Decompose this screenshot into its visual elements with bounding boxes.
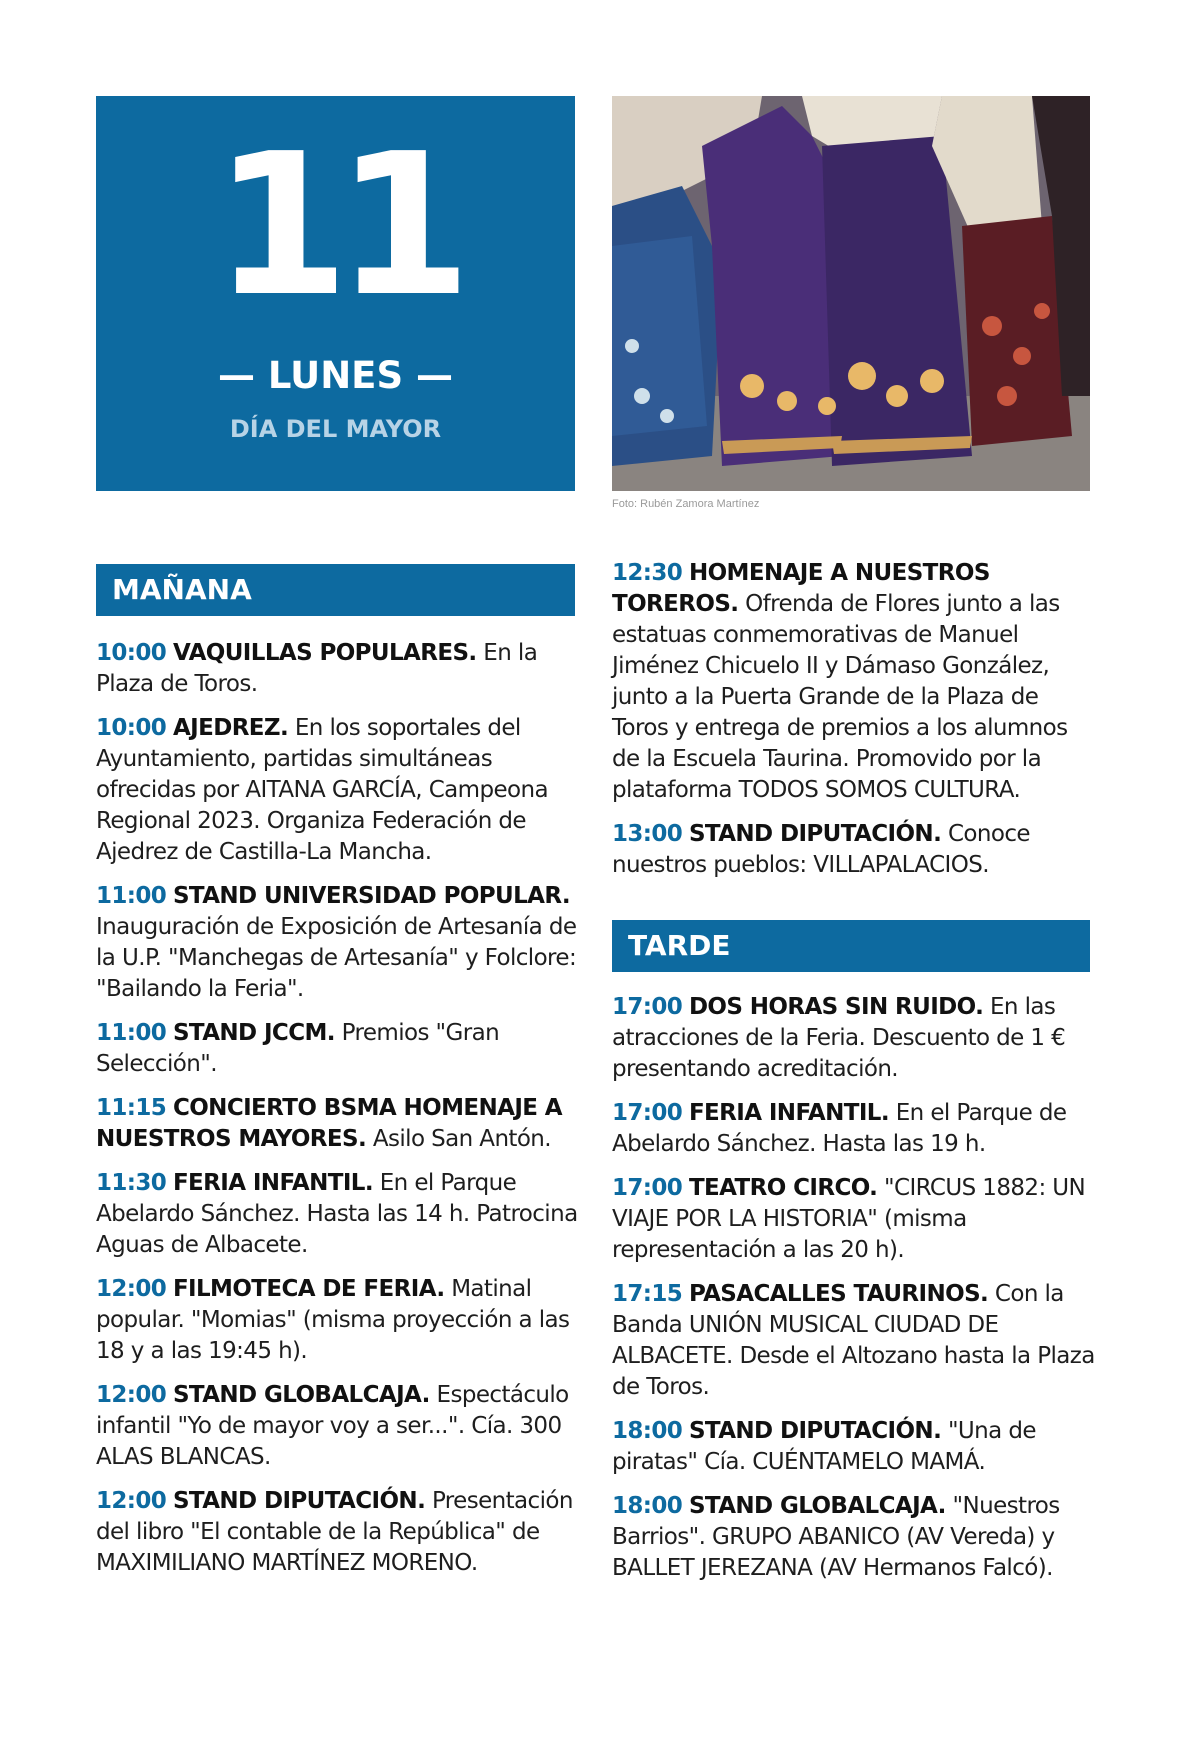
- day-subtitle: DÍA DEL MAYOR: [229, 415, 442, 443]
- skirts-illustration: [612, 96, 1090, 491]
- photo-credit: Foto: Rubén Zamora Martínez: [612, 498, 760, 510]
- section-tarde-header: TARDE: [612, 920, 1090, 972]
- event-time: 18:00: [612, 1418, 683, 1444]
- event-title: STAND DIPUTACIÓN.: [688, 821, 942, 847]
- event-title: TEATRO CIRCO.: [688, 1175, 878, 1201]
- day-header-box: [96, 96, 575, 491]
- event-description: En las atracciones de la Feria. Descuento de 1 € presentando acreditación.: [612, 994, 1066, 1082]
- event-item: [96, 1018, 584, 1080]
- event-title: DOS HORAS SIN RUIDO.: [688, 994, 984, 1020]
- event-item: [612, 1173, 1100, 1266]
- event-time: 12:00: [96, 1488, 167, 1514]
- event-item: [612, 819, 1100, 881]
- day-number: 11: [213, 112, 458, 340]
- event-time: 12:30: [612, 560, 683, 586]
- event-title: STAND DIPUTACIÓN.: [688, 1418, 942, 1444]
- event-time: 13:00: [612, 821, 683, 847]
- event-item: [612, 1098, 1100, 1160]
- event-time: 11:15: [96, 1095, 167, 1121]
- event-description: En los soportales del Ayuntamiento, partidas simultáneas ofrecidas por AITANA GARCÍA, Campeona Regional 2023. Organiza Federación de Ajedrez de Castilla-La Mancha.: [96, 715, 548, 865]
- event-item: [96, 1274, 584, 1367]
- event-description: En el Parque Abelardo Sánchez. Hasta las 14 h. Patrocina Aguas de Albacete.: [96, 1170, 578, 1258]
- event-title: VAQUILLAS POPULARES.: [172, 640, 477, 666]
- event-time: 10:00: [96, 640, 167, 666]
- event-title: FILMOTECA DE FERIA.: [172, 1276, 445, 1302]
- event-title: STAND DIPUTACIÓN.: [172, 1488, 426, 1514]
- section-manana-header: MAÑANA: [96, 564, 575, 616]
- event-time: 12:00: [96, 1382, 167, 1408]
- event-item: [612, 992, 1100, 1085]
- event-time: 11:00: [96, 1020, 167, 1046]
- event-title: FERIA INFANTIL.: [688, 1100, 890, 1126]
- event-description: Espectáculo infantil "Yo de mayor voy a ser...". Cía. 300 ALAS BLANCAS.: [96, 1382, 569, 1470]
- event-time: 11:30: [96, 1170, 167, 1196]
- tarde-events-list: [612, 992, 1100, 1597]
- event-item: [96, 1093, 584, 1155]
- manana-events-list: [96, 638, 584, 1592]
- event-description: Con la Banda UNIÓN MUSICAL CIUDAD DE ALBACETE. Desde el Altozano hasta la Plaza de Toros.: [612, 1281, 1095, 1400]
- event-item: [96, 638, 584, 700]
- event-title: HOMENAJE A NUESTROS TOREROS.: [612, 560, 990, 617]
- folk-dress-photo: [612, 96, 1090, 491]
- event-title: STAND GLOBALCAJA.: [688, 1493, 946, 1519]
- event-title: FERIA INFANTIL.: [172, 1170, 374, 1196]
- event-time: 18:00: [612, 1493, 683, 1519]
- event-time: 17:00: [612, 1100, 683, 1126]
- event-description: En el Parque de Abelardo Sánchez. Hasta las 19 h.: [612, 1100, 1067, 1157]
- event-description: Asilo San Antón.: [372, 1126, 551, 1152]
- event-item: [612, 1279, 1100, 1403]
- event-description: Ofrenda de Flores junto a las estatuas conmemorativas de Manuel Jiménez Chicuelo II y Dámaso González, junto a la Puerta Grande de la Plaza de Toros y entrega de premios a los alumnos de la Escuela Taurina. Promovido por la plataforma TODOS SOMOS CULTURA.: [612, 591, 1068, 803]
- event-item: [612, 1416, 1100, 1478]
- event-description: "Una de piratas" Cía. CUÉNTAMELO MAMÁ.: [612, 1418, 1036, 1475]
- event-description: Matinal popular. "Momias" (misma proyección a las 18 y a las 19:45 h).: [96, 1276, 570, 1364]
- event-description: Premios "Gran Selección".: [96, 1020, 500, 1077]
- event-item: [96, 1380, 584, 1473]
- event-description: Inauguración de Exposición de Artesanía de la U.P. "Manchegas de Artesanía" y Folclore: "Bailando la Feria".: [96, 914, 577, 1002]
- day-name: — LUNES —: [218, 354, 453, 397]
- event-time: 17:00: [612, 1175, 683, 1201]
- event-item: [612, 558, 1100, 806]
- event-time: 10:00: [96, 715, 167, 741]
- event-description: "CIRCUS 1882: UN VIAJE POR LA HISTORIA" (misma representación a las 20 h).: [612, 1175, 1086, 1263]
- event-description: "Nuestros Barrios". GRUPO ABANICO (AV Vereda) y BALLET JEREZANA (AV Hermanos Falcó).: [612, 1493, 1060, 1581]
- event-item: [96, 713, 584, 868]
- event-item: [96, 881, 584, 1005]
- event-description: En la Plaza de Toros.: [96, 640, 538, 697]
- manana-events-continued: [612, 558, 1100, 894]
- event-time: 11:00: [96, 883, 167, 909]
- event-description: Presentación del libro "El contable de la República" de MAXIMILIANO MARTÍNEZ MORENO.: [96, 1488, 573, 1576]
- event-time: 12:00: [96, 1276, 167, 1302]
- event-description: Conoce nuestros pueblos: VILLAPALACIOS.: [612, 821, 1030, 878]
- event-item: [96, 1486, 584, 1579]
- event-item: [96, 1168, 584, 1261]
- event-title: CONCIERTO BSMA HOMENAJE A NUESTROS MAYORES.: [96, 1095, 563, 1152]
- event-title: STAND GLOBALCAJA.: [172, 1382, 430, 1408]
- event-title: PASACALLES TAURINOS.: [688, 1281, 989, 1307]
- event-item: [612, 1491, 1100, 1584]
- event-title: STAND JCCM.: [172, 1020, 335, 1046]
- event-title: AJEDREZ.: [172, 715, 289, 741]
- event-title: STAND UNIVERSIDAD POPULAR.: [172, 883, 571, 909]
- event-time: 17:15: [612, 1281, 683, 1307]
- event-time: 17:00: [612, 994, 683, 1020]
